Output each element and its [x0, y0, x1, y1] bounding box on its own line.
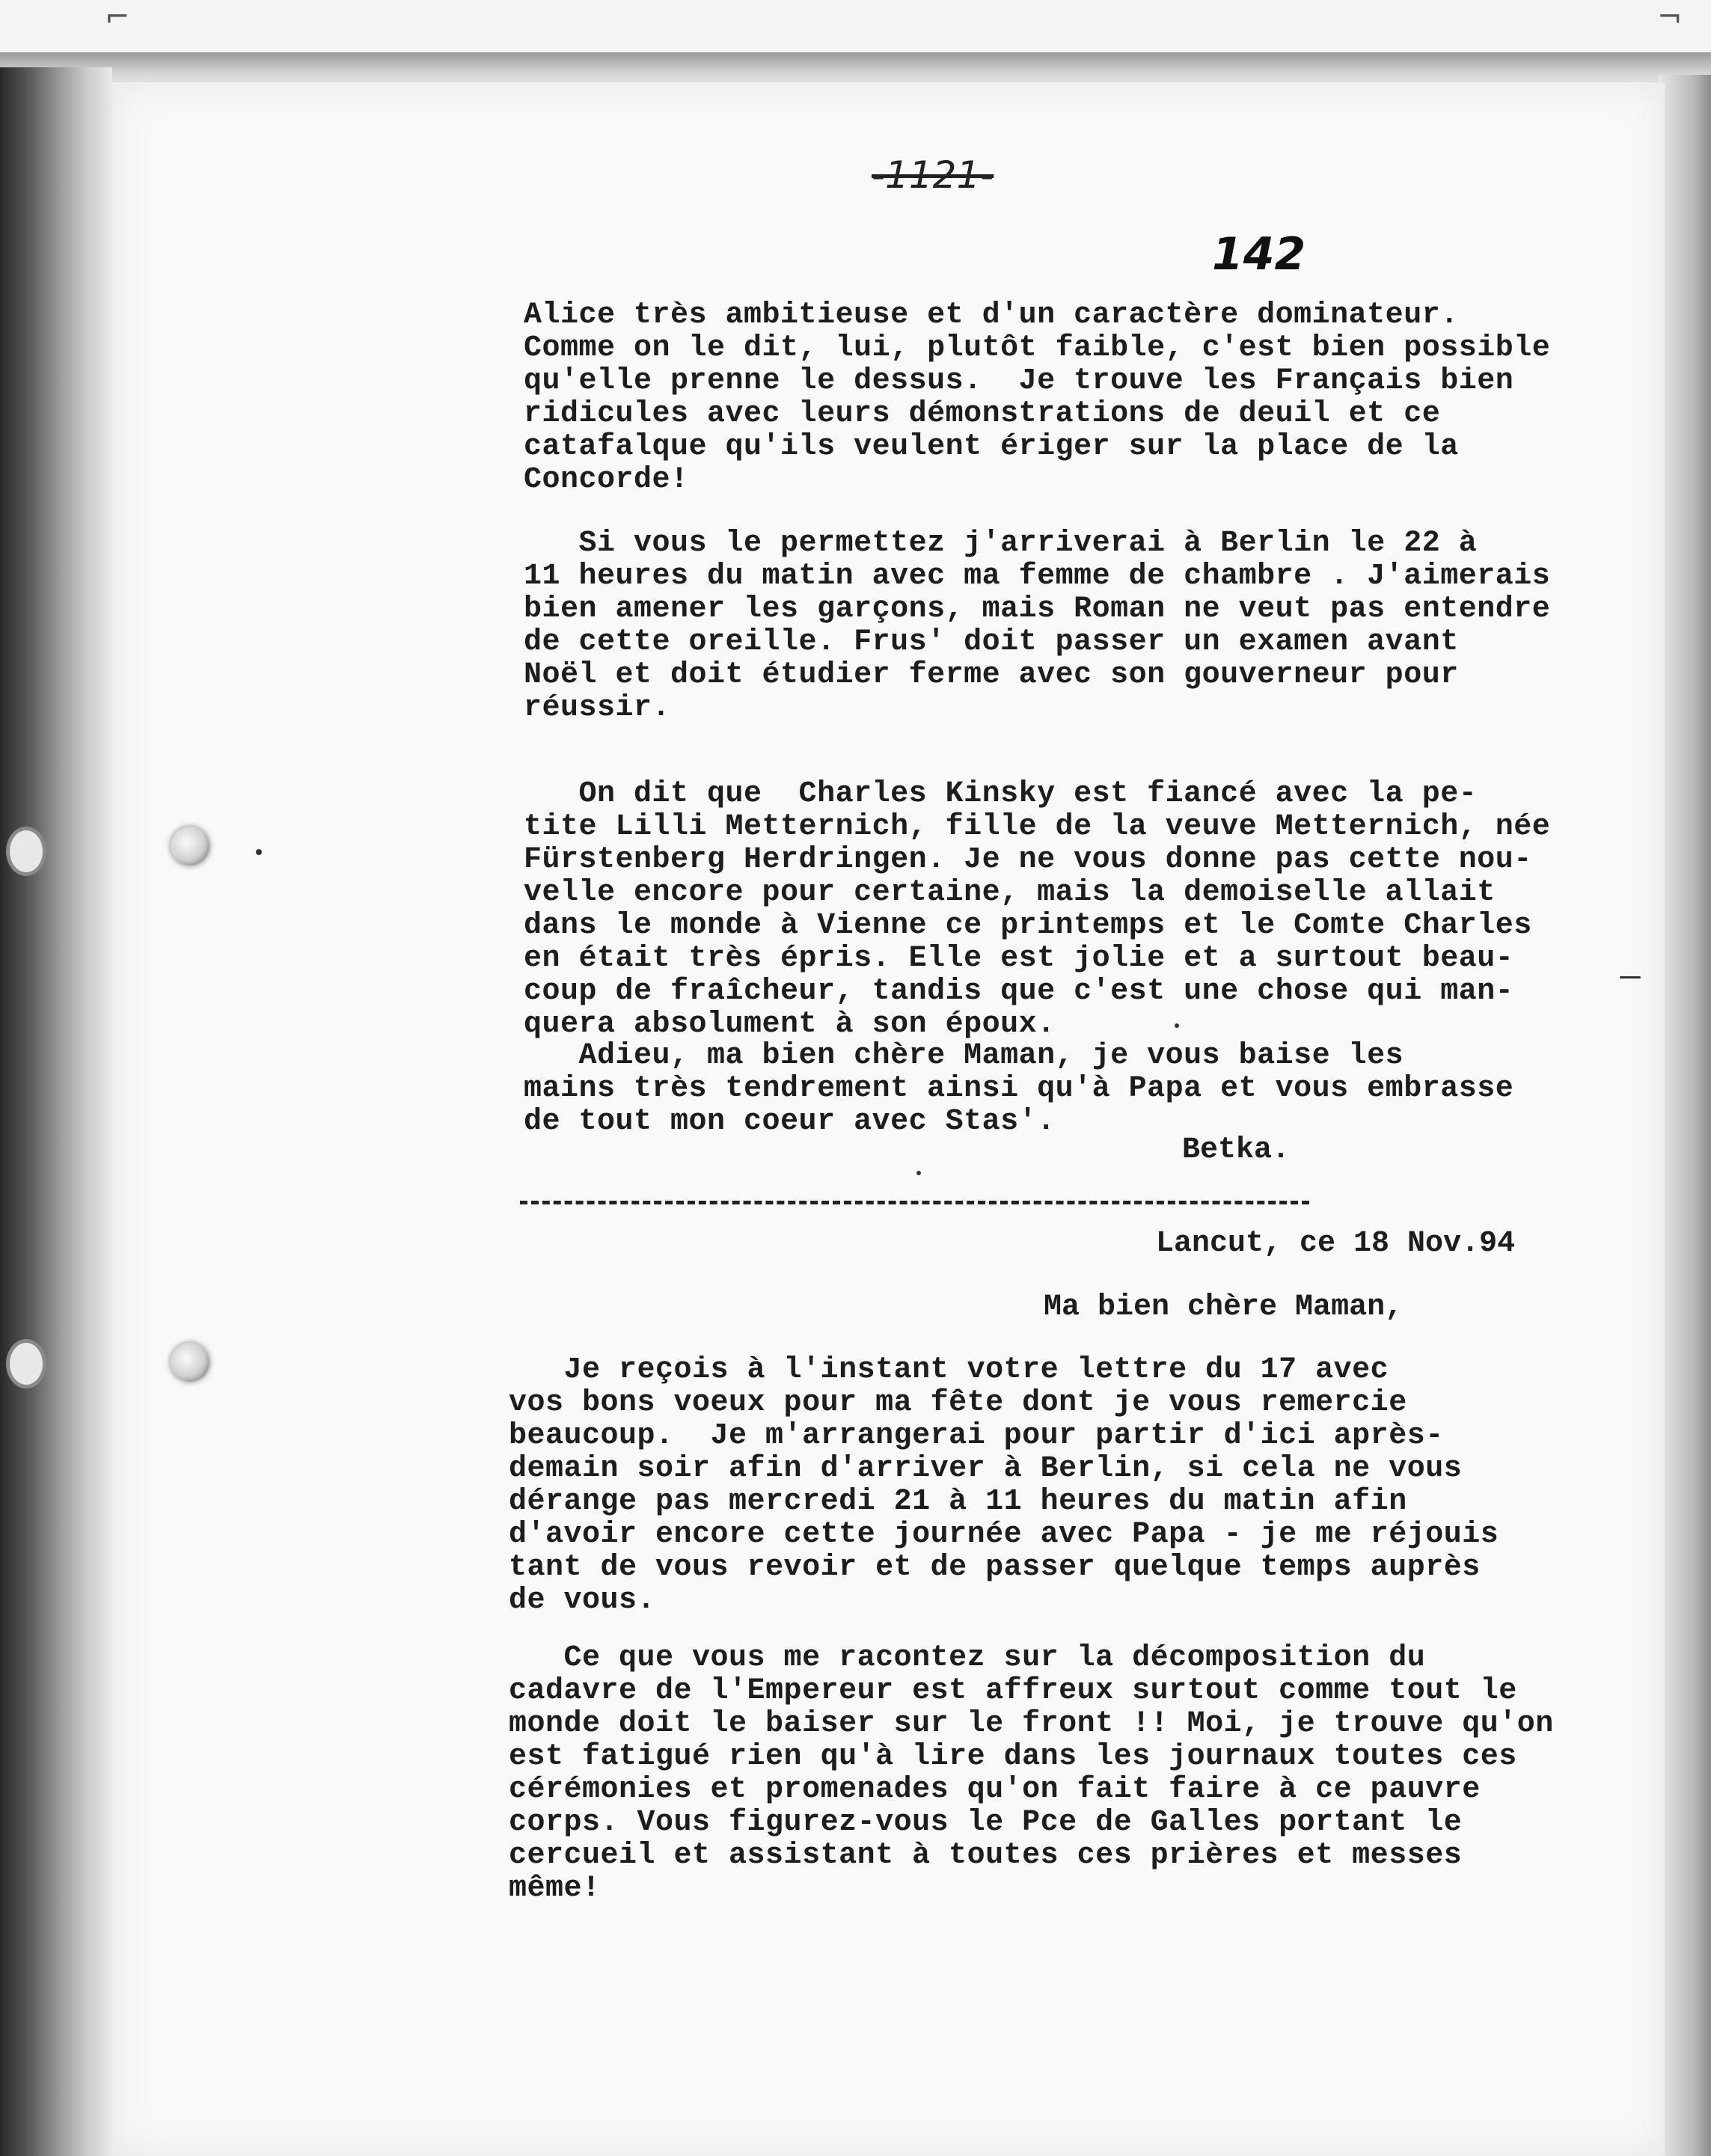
text-line: Si vous le permettez j'arriverai à Berlin le 22 à: [524, 527, 1478, 560]
text-line: Je reçois à l'instant votre lettre du 17 avec: [509, 1353, 1389, 1387]
corner-crop-mark-left: ⌐: [105, 0, 130, 34]
text-line: bien amener les garçons, mais Roman ne veut pas entendre: [524, 592, 1551, 626]
paper-speck: [256, 849, 262, 855]
text-line: en était très épris. Elle est jolie et a surtout beau-: [524, 942, 1514, 976]
paragraph-3: [524, 778, 1601, 1041]
text-line: ridicules avec leurs démonstrations de deuil et ce: [524, 397, 1441, 431]
text-line: coup de fraîcheur, tandis que c'est une chose qui man-: [524, 975, 1514, 1008]
text-line: 11 heures du matin avec ma femme de chambre . J'aimerais: [524, 560, 1551, 593]
text-line: Alice très ambitieuse et d'un caractère dominateur.: [524, 298, 1459, 332]
paper-speck: [1175, 1023, 1179, 1028]
binder-left-edge: [0, 67, 112, 2156]
punch-hole-top: [171, 827, 209, 866]
text-line: quera absolument à son époux.: [524, 1008, 1056, 1041]
text-line: de vous.: [509, 1584, 656, 1617]
text-line: Comme on le dit, lui, plutôt faible, c'est bien possible: [524, 331, 1551, 365]
paragraph-4: [524, 1040, 1601, 1139]
text-line: tite Lilli Metternich, fille de la veuve Metternich, née: [524, 810, 1551, 844]
page-number-struck: -1121-: [872, 153, 994, 197]
punch-hole-bottom: [171, 1343, 209, 1382]
text-line: catafalque qu'ils veulent ériger sur la place de la: [524, 430, 1459, 464]
page-number-handwritten: 142: [1212, 228, 1306, 281]
page-stack-right-edge: [1659, 75, 1711, 2156]
text-line: tant de vous revoir et de passer quelque temps auprès: [509, 1551, 1481, 1584]
text-line: monde doit le baiser sur le front !! Moi, je trouve qu'on: [509, 1707, 1554, 1741]
text-line: dérange pas mercredi 21 à 11 heures du matin afin: [509, 1485, 1407, 1519]
text-line: beaucoup. Je m'arrangerai pour partir d'ici après-: [509, 1419, 1444, 1453]
text-line: même!: [509, 1872, 601, 1905]
text-line: demain soir afin d'arriver à Berlin, si cela ne vous: [509, 1452, 1463, 1486]
text-line: velle encore pour certaine, mais la demoiselle allait: [524, 876, 1496, 910]
text-line: cérémonies et promenades qu'on fait faire à ce pauvre: [509, 1773, 1481, 1807]
text-line: de tout mon coeur avec Stas'.: [524, 1105, 1056, 1139]
text-line: On dit que Charles Kinsky est fiancé avec la pe-: [524, 777, 1478, 811]
text-line: mains très tendrement ainsi qu'à Papa et vous embrasse: [524, 1072, 1514, 1106]
text-line: qu'elle prenne le dessus. Je trouve les Français bien: [524, 364, 1514, 398]
text-line: cadavre de l'Empereur est affreux surtout comme tout le: [509, 1674, 1517, 1708]
text-line: dans le monde à Vienne ce printemps et le Comte Charles: [524, 909, 1532, 943]
paper-speck: [916, 1171, 921, 1175]
text-line: réussir.: [524, 691, 671, 725]
letter-place-date: Lancut, ce 18 Nov.94: [1156, 1227, 1516, 1261]
text-line: de cette oreille. Frus' doit passer un examen avant: [524, 625, 1459, 659]
text-line: est fatigué rien qu'à lire dans les journaux toutes ces: [509, 1740, 1517, 1774]
letter2-paragraph-2: [509, 1642, 1586, 1905]
text-line: Ce que vous me racontez sur la décomposition du: [509, 1641, 1426, 1675]
text-line: d'avoir encore cette journée avec Papa - je me réjouis: [509, 1518, 1499, 1552]
text-line: corps. Vous figurez-vous le Pce de Galles portant le: [509, 1806, 1463, 1840]
text-line: Adieu, ma bien chère Maman, je vous baise les: [524, 1039, 1404, 1073]
separator-line: [520, 1201, 1309, 1204]
text-line: Concorde!: [524, 463, 689, 497]
text-line: cercueil et assistant à toutes ces prières et messes: [509, 1839, 1463, 1872]
binder-ring-hole-bottom: [6, 1339, 46, 1388]
text-line: Fürstenberg Herdringen. Je ne vous donne pas cette nou-: [524, 843, 1532, 877]
margin-pencil-mark: [1620, 976, 1641, 979]
text-line: vos bons voeux pour ma fête dont je vous remercie: [509, 1386, 1407, 1420]
binder-ring-hole-top: [6, 827, 46, 876]
corner-crop-mark-right: ¬: [1657, 0, 1683, 34]
signature: Betka.: [1182, 1133, 1291, 1167]
letter2-paragraph-1: [509, 1354, 1586, 1617]
paragraph-1: [524, 299, 1601, 497]
letter-salutation: Ma bien chère Maman,: [1044, 1290, 1404, 1324]
text-line: Noël et doit étudier ferme avec son gouverneur pour: [524, 658, 1459, 692]
paragraph-2: [524, 527, 1601, 725]
